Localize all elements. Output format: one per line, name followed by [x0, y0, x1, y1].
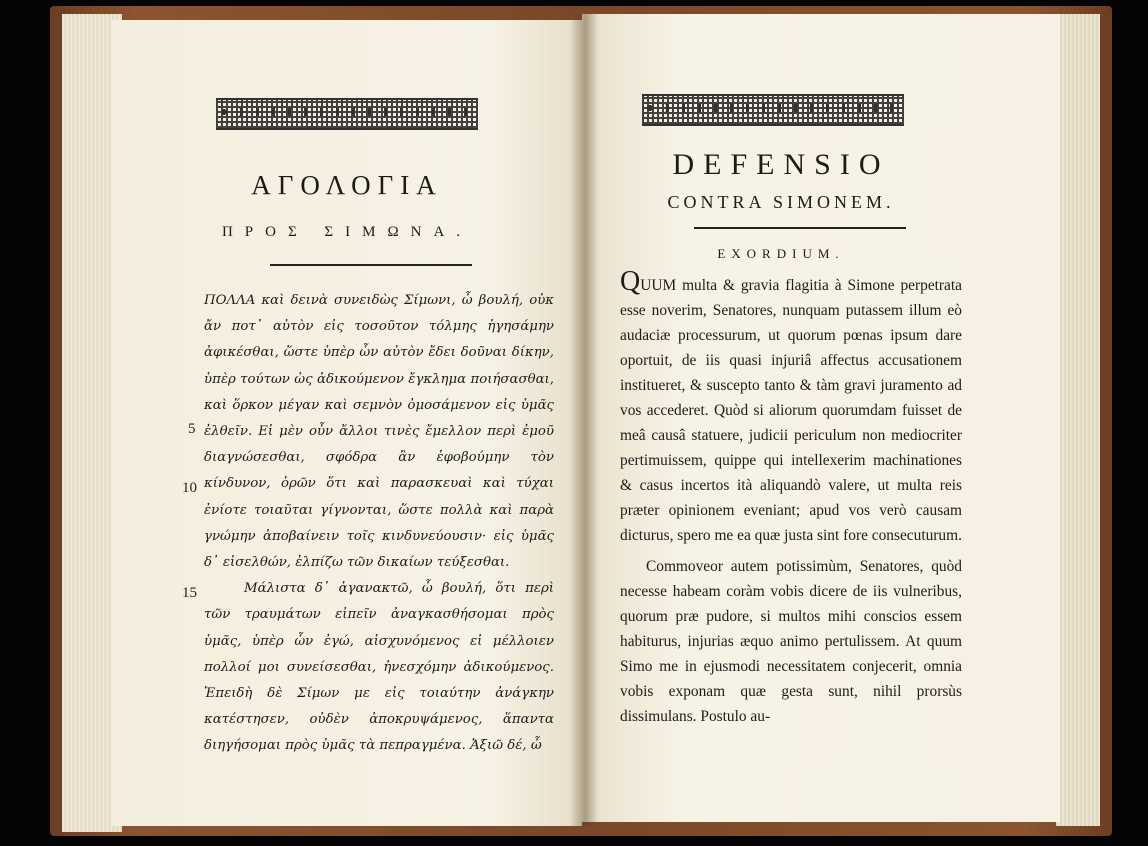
right-page: [582, 14, 1060, 822]
latin-paragraph-1-text: UUM multa & gravia flagitia à Simone perpetrata esse noverim, Senatores, nunquam putassem illum eò audaciæ processurum, ut quorum pœnas ipsum dare oportuit, de iis quasi injuriâ affectus accusationem institueret, & suscepto tanto & tàm gravi juramento ad vos accederet. Quòd si aliorum quorumdam fuisset de meâ causâ statuere, judicii periculum non mediocriter pertimuissem, quippe qui intellexerim machinationes & casus incertos ità aliquandò valere, ut multa reis præter opinionem eveniant; apud vos verò causam dicturus, spero me ea quæ justa sint fore consecuturum.: [620, 277, 962, 544]
latin-subtitle: CONTRA SIMONEM.: [667, 192, 895, 212]
page-edges-right: [1056, 14, 1100, 826]
line-number-10: 10: [182, 480, 197, 496]
greek-paragraph-1: ΠΟΛΛΑ καὶ δεινὰ συνειδὼς Σίμωνι, ὦ βουλή, οὐκ ἄν ποτ᾽ αὐτὸν εἰς τοσοῦτον τόλμης ἡγησάμην ἀφικέσθαι, ὥστε ὑπὲρ ὧν αὐτὸν ἔδει δοῦναι δίκην, ὑπὲρ τούτων ὡς ἀδικούμενον ἔγκλημα ποιήσασθαι, καὶ ὅρκον μέγαν καὶ σεμνὸν ὀμοσάμενον εἰς ὑμᾶς ἐλθεῖν. Εἰ μὲν οὖν ἄλλοι τινὲς ἔμελλον περὶ ἐμοῦ διαγνώσεσθαι, σφόδρα ἂν ἐφοβούμην τὸν κίνδυνον, ὁρῶν ὅτι καὶ παρασκευαὶ καὶ τύχαι ἐνίοτε τοιαῦται γίγνονται, ὥστε πολλὰ καὶ παρὰ γνώμην ἀποβαίνειν τοῖς κινδυνεύουσιν· εἰς ὑμᾶς δ᾽ εἰσελθών, ἐλπίζω τῶν δικαίων τεύξεσθαι.: [204, 293, 554, 571]
drop-cap: Q: [620, 266, 641, 297]
headpiece-ornament-right: [642, 94, 904, 126]
latin-text: [620, 266, 962, 729]
greek-text: [204, 288, 554, 760]
line-number-5: 5: [188, 421, 196, 437]
latin-paragraph-1: [620, 266, 962, 548]
title-rule-right: [694, 227, 906, 229]
greek-title: ΑΓΟΛΟΓΙΑ: [251, 170, 443, 200]
book-gutter: [570, 14, 598, 826]
section-heading: EXORDIUM.: [717, 246, 845, 261]
latin-paragraph-2: Commoveor autem potissimùm, Senatores, quòd necesse habeam coràm vobis dicere de iis vulneribus, quorum præ pudore, si multos mihi conscios essem habiturus, injurias æquo animo pertulissem. At quum Simo me in ejusmodi necessitatem conjecerit, omnia vobis exponam quæ gesta sunt, nihil prorsùs dissimulans. Postulo au-: [620, 558, 962, 725]
line-number-15: 15: [182, 585, 197, 601]
latin-title: DEFENSIO: [672, 148, 890, 181]
greek-paragraph-2: Μάλιστα δ᾽ ἀγανακτῶ, ὦ βουλή, ὅτι περὶ τῶν τραυμάτων εἰπεῖν ἀναγκασθήσομαι πρὸς ὑμᾶς, ὑπὲρ ὧν ἐγώ, αἰσχυνόμενος εἰ μέλλοιεν πολλοί μοι συνείσεσθαι, ἠνεσχόμην ἀδικούμενος. Ἐπειδὴ δὲ Σίμων με εἰς τοιαύτην ἀνάγκην κατέστησεν, οὐδὲν ἀποκρυψάμενος, ἅπαντα διηγήσομαι πρὸς ὑμᾶς τὰ πεπραγμένα. Ἀξιῶ δέ, ὦ: [204, 581, 554, 754]
headpiece-ornament-left: [216, 98, 478, 130]
title-rule-left: [270, 264, 472, 266]
left-page: [112, 20, 582, 826]
greek-subtitle: ΠΡΟΣ ΣΙΜΩΝΑ.: [221, 224, 473, 240]
